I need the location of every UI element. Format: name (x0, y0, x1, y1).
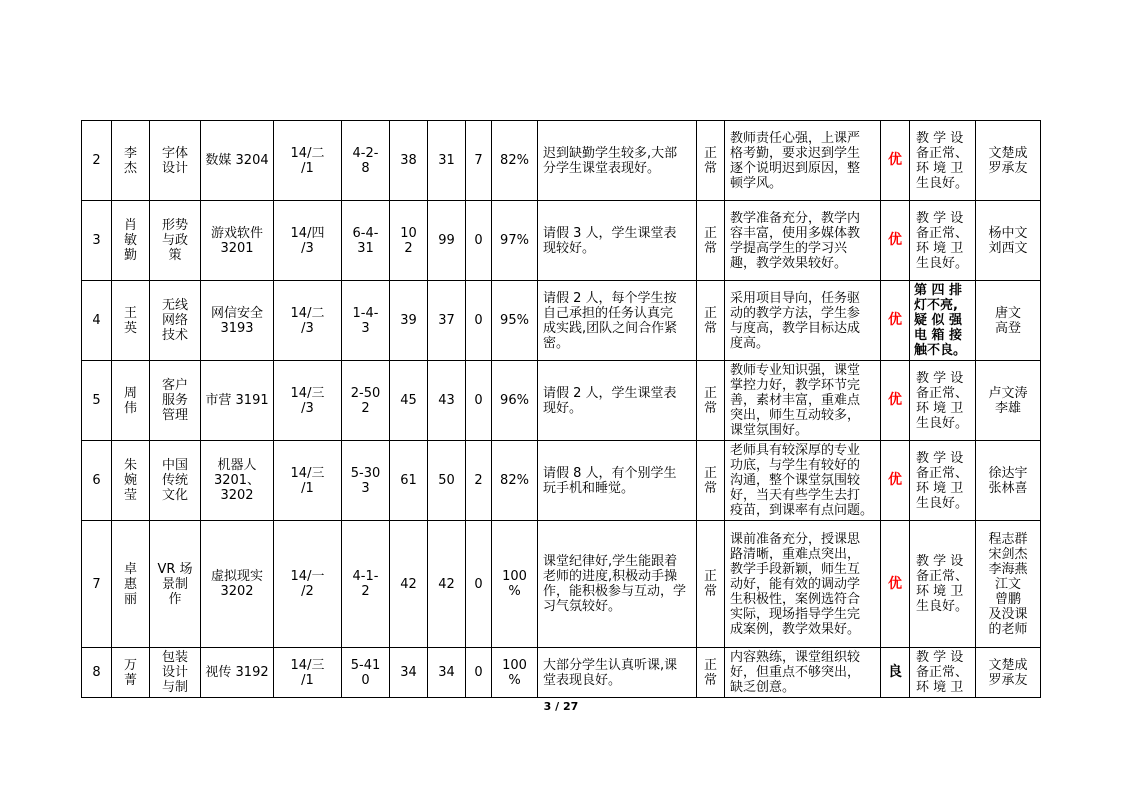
actual-count: 37 (428, 281, 466, 361)
teaching-order: 正 常 (697, 521, 725, 648)
table-row (82, 441, 1041, 521)
week-day-session: 14/三 /1 (274, 648, 342, 698)
actual-count: 31 (428, 121, 466, 201)
teacher-name: 朱 婉 莹 (112, 441, 150, 521)
table-row (82, 361, 1041, 441)
course-name: 无线 网络 技术 (150, 281, 201, 361)
attendance-note: 课堂纪律好,学生能跟着 老师的进度,积极动手操 作，能积极参与互动，学 习气氛较好。 (538, 521, 697, 648)
row-number: 6 (82, 441, 112, 521)
inspector-names: 唐文 高登 (976, 281, 1041, 361)
row-number: 4 (82, 281, 112, 361)
attendance-rate: 82% (492, 121, 538, 201)
teaching-order: 正 常 (697, 281, 725, 361)
week-day-session: 14/一 /2 (274, 521, 342, 648)
attendance-rate: 82% (492, 441, 538, 521)
course-name: VR 场 景制 作 (150, 521, 201, 648)
actual-count: 43 (428, 361, 466, 441)
row-number: 5 (82, 361, 112, 441)
environment-note: 第 四 排 灯不亮, 疑 似 强 电 箱 接 触不良。 (910, 281, 976, 361)
teaching-evaluation: 内容熟练，课堂组织较 好，但重点不够突出， 缺乏创意。 (725, 648, 881, 698)
actual-count: 50 (428, 441, 466, 521)
course-name: 中国 传统 文化 (150, 441, 201, 521)
inspector-names: 徐达宇 张林喜 (976, 441, 1041, 521)
classroom-code: 6-4- 31 (342, 201, 390, 281)
course-name: 客户 服务 管理 (150, 361, 201, 441)
classroom-code: 2-50 2 (342, 361, 390, 441)
table-body (82, 121, 1041, 698)
table-row (82, 521, 1041, 648)
teaching-order: 正 常 (697, 121, 725, 201)
course-name: 包装 设计 与制 (150, 648, 201, 698)
table-row (82, 648, 1041, 698)
class-name: 市营 3191 (201, 361, 274, 441)
teacher-name: 卓 惠 丽 (112, 521, 150, 648)
classroom-code: 5-30 3 (342, 441, 390, 521)
expected-count: 10 2 (390, 201, 428, 281)
absent-count: 7 (466, 121, 492, 201)
class-name: 视传 3192 (201, 648, 274, 698)
environment-note: 教 学 设 备正常、 环 境 卫 生良好。 (910, 121, 976, 201)
environment-note: 教 学 设 备正常、 环 境 卫 生良好。 (910, 441, 976, 521)
grade-badge: 优 (881, 521, 910, 648)
teacher-name: 李 杰 (112, 121, 150, 201)
absent-count: 0 (466, 201, 492, 281)
classroom-code: 4-2- 8 (342, 121, 390, 201)
inspector-names: 卢文涛 李雄 (976, 361, 1041, 441)
inspector-names: 文楚成 罗承友 (976, 121, 1041, 201)
teacher-name: 周 伟 (112, 361, 150, 441)
attendance-rate: 100 % (492, 648, 538, 698)
attendance-rate: 96% (492, 361, 538, 441)
table-row (82, 121, 1041, 201)
classroom-code: 4-1- 2 (342, 521, 390, 648)
teaching-evaluation: 教师责任心强，上课严 格考勤，要求迟到学生 逐个说明迟到原因，整 顿学风。 (725, 121, 881, 201)
attendance-note: 请假 2 人，每个学生按 自己承担的任务认真完 成实践,团队之间合作紧 密。 (538, 281, 697, 361)
classroom-code: 1-4- 3 (342, 281, 390, 361)
course-name: 字体 设计 (150, 121, 201, 201)
attendance-note: 大部分学生认真听课,课 堂表现良好。 (538, 648, 697, 698)
actual-count: 99 (428, 201, 466, 281)
attendance-rate: 100 % (492, 521, 538, 648)
expected-count: 34 (390, 648, 428, 698)
class-name: 游戏软件 3201 (201, 201, 274, 281)
absent-count: 0 (466, 361, 492, 441)
week-day-session: 14/四 /3 (274, 201, 342, 281)
page-number: 3 / 27 (543, 700, 579, 713)
teaching-order: 正 常 (697, 361, 725, 441)
inspector-names: 杨中文 刘西文 (976, 201, 1041, 281)
grade-badge: 优 (881, 121, 910, 201)
teacher-name: 万 菁 (112, 648, 150, 698)
teacher-name: 王 英 (112, 281, 150, 361)
row-number: 3 (82, 201, 112, 281)
grade-badge: 优 (881, 201, 910, 281)
teaching-evaluation: 采用项目导向，任务驱 动的教学方法，学生参 与度高，教学目标达成 度高。 (725, 281, 881, 361)
class-name: 数媒 3204 (201, 121, 274, 201)
row-number: 2 (82, 121, 112, 201)
attendance-note: 迟到缺勤学生较多,大部 分学生课堂表现好。 (538, 121, 697, 201)
absent-count: 0 (466, 648, 492, 698)
week-day-session: 14/二 /3 (274, 281, 342, 361)
teaching-order: 正 常 (697, 441, 725, 521)
class-name: 网信安全 3193 (201, 281, 274, 361)
row-number: 8 (82, 648, 112, 698)
teaching-order: 正 常 (697, 201, 725, 281)
grade-badge: 良 (881, 648, 910, 698)
inspection-table (81, 120, 1041, 698)
class-name: 机器人 3201、 3202 (201, 441, 274, 521)
classroom-code: 5-41 0 (342, 648, 390, 698)
absent-count: 0 (466, 281, 492, 361)
expected-count: 61 (390, 441, 428, 521)
course-name: 形势 与政 策 (150, 201, 201, 281)
teaching-evaluation: 老师具有较深厚的专业 功底，与学生有较好的 沟通，整个课堂氛围较 好，当天有些学生去打 疫苗，到课率有点问题。 (725, 441, 881, 521)
week-day-session: 14/三 /3 (274, 361, 342, 441)
attendance-note: 请假 8 人，有个别学生 玩手机和睡觉。 (538, 441, 697, 521)
attendance-note: 请假 2 人，学生课堂表 现好。 (538, 361, 697, 441)
grade-badge: 优 (881, 441, 910, 521)
expected-count: 39 (390, 281, 428, 361)
week-day-session: 14/二 /1 (274, 121, 342, 201)
grade-badge: 优 (881, 361, 910, 441)
grade-badge: 优 (881, 281, 910, 361)
actual-count: 42 (428, 521, 466, 648)
environment-note: 教 学 设 备正常、 环 境 卫 生良好。 (910, 201, 976, 281)
absent-count: 2 (466, 441, 492, 521)
inspector-names: 文楚成 罗承友 (976, 648, 1041, 698)
table-row (82, 201, 1041, 281)
teaching-evaluation: 课前准备充分，授课思 路清晰，重难点突出， 教学手段新颖，师生互 动好，能有效的调动学 生积极性，案例选符合 实际，现场指导学生完 成案例，教学效果好。 (725, 521, 881, 648)
expected-count: 38 (390, 121, 428, 201)
environment-note: 教 学 设 备正常、 环 境 卫 (910, 648, 976, 698)
attendance-rate: 95% (492, 281, 538, 361)
expected-count: 45 (390, 361, 428, 441)
environment-note: 教 学 设 备正常、 环 境 卫 生良好。 (910, 361, 976, 441)
teaching-evaluation: 教师专业知识强，课堂 掌控力好，教学环节完 善，素材丰富，重难点 突出，师生互动较多， 课堂氛围好。 (725, 361, 881, 441)
teacher-name: 肖 敏 勤 (112, 201, 150, 281)
teaching-evaluation: 教学准备充分，教学内 容丰富，使用多媒体教 学提高学生的学习兴 趣，教学效果较好。 (725, 201, 881, 281)
class-name: 虚拟现实 3202 (201, 521, 274, 648)
inspector-names: 程志群 宋剑杰 李海燕 江文 曾鹏 及没课 的老师 (976, 521, 1041, 648)
actual-count: 34 (428, 648, 466, 698)
row-number: 7 (82, 521, 112, 648)
teaching-order: 正 常 (697, 648, 725, 698)
absent-count: 0 (466, 521, 492, 648)
expected-count: 42 (390, 521, 428, 648)
table-row (82, 281, 1041, 361)
attendance-rate: 97% (492, 201, 538, 281)
environment-note: 教 学 设 备正常、 环 境 卫 生良好。 (910, 521, 976, 648)
attendance-note: 请假 3 人，学生课堂表 现较好。 (538, 201, 697, 281)
week-day-session: 14/三 /1 (274, 441, 342, 521)
